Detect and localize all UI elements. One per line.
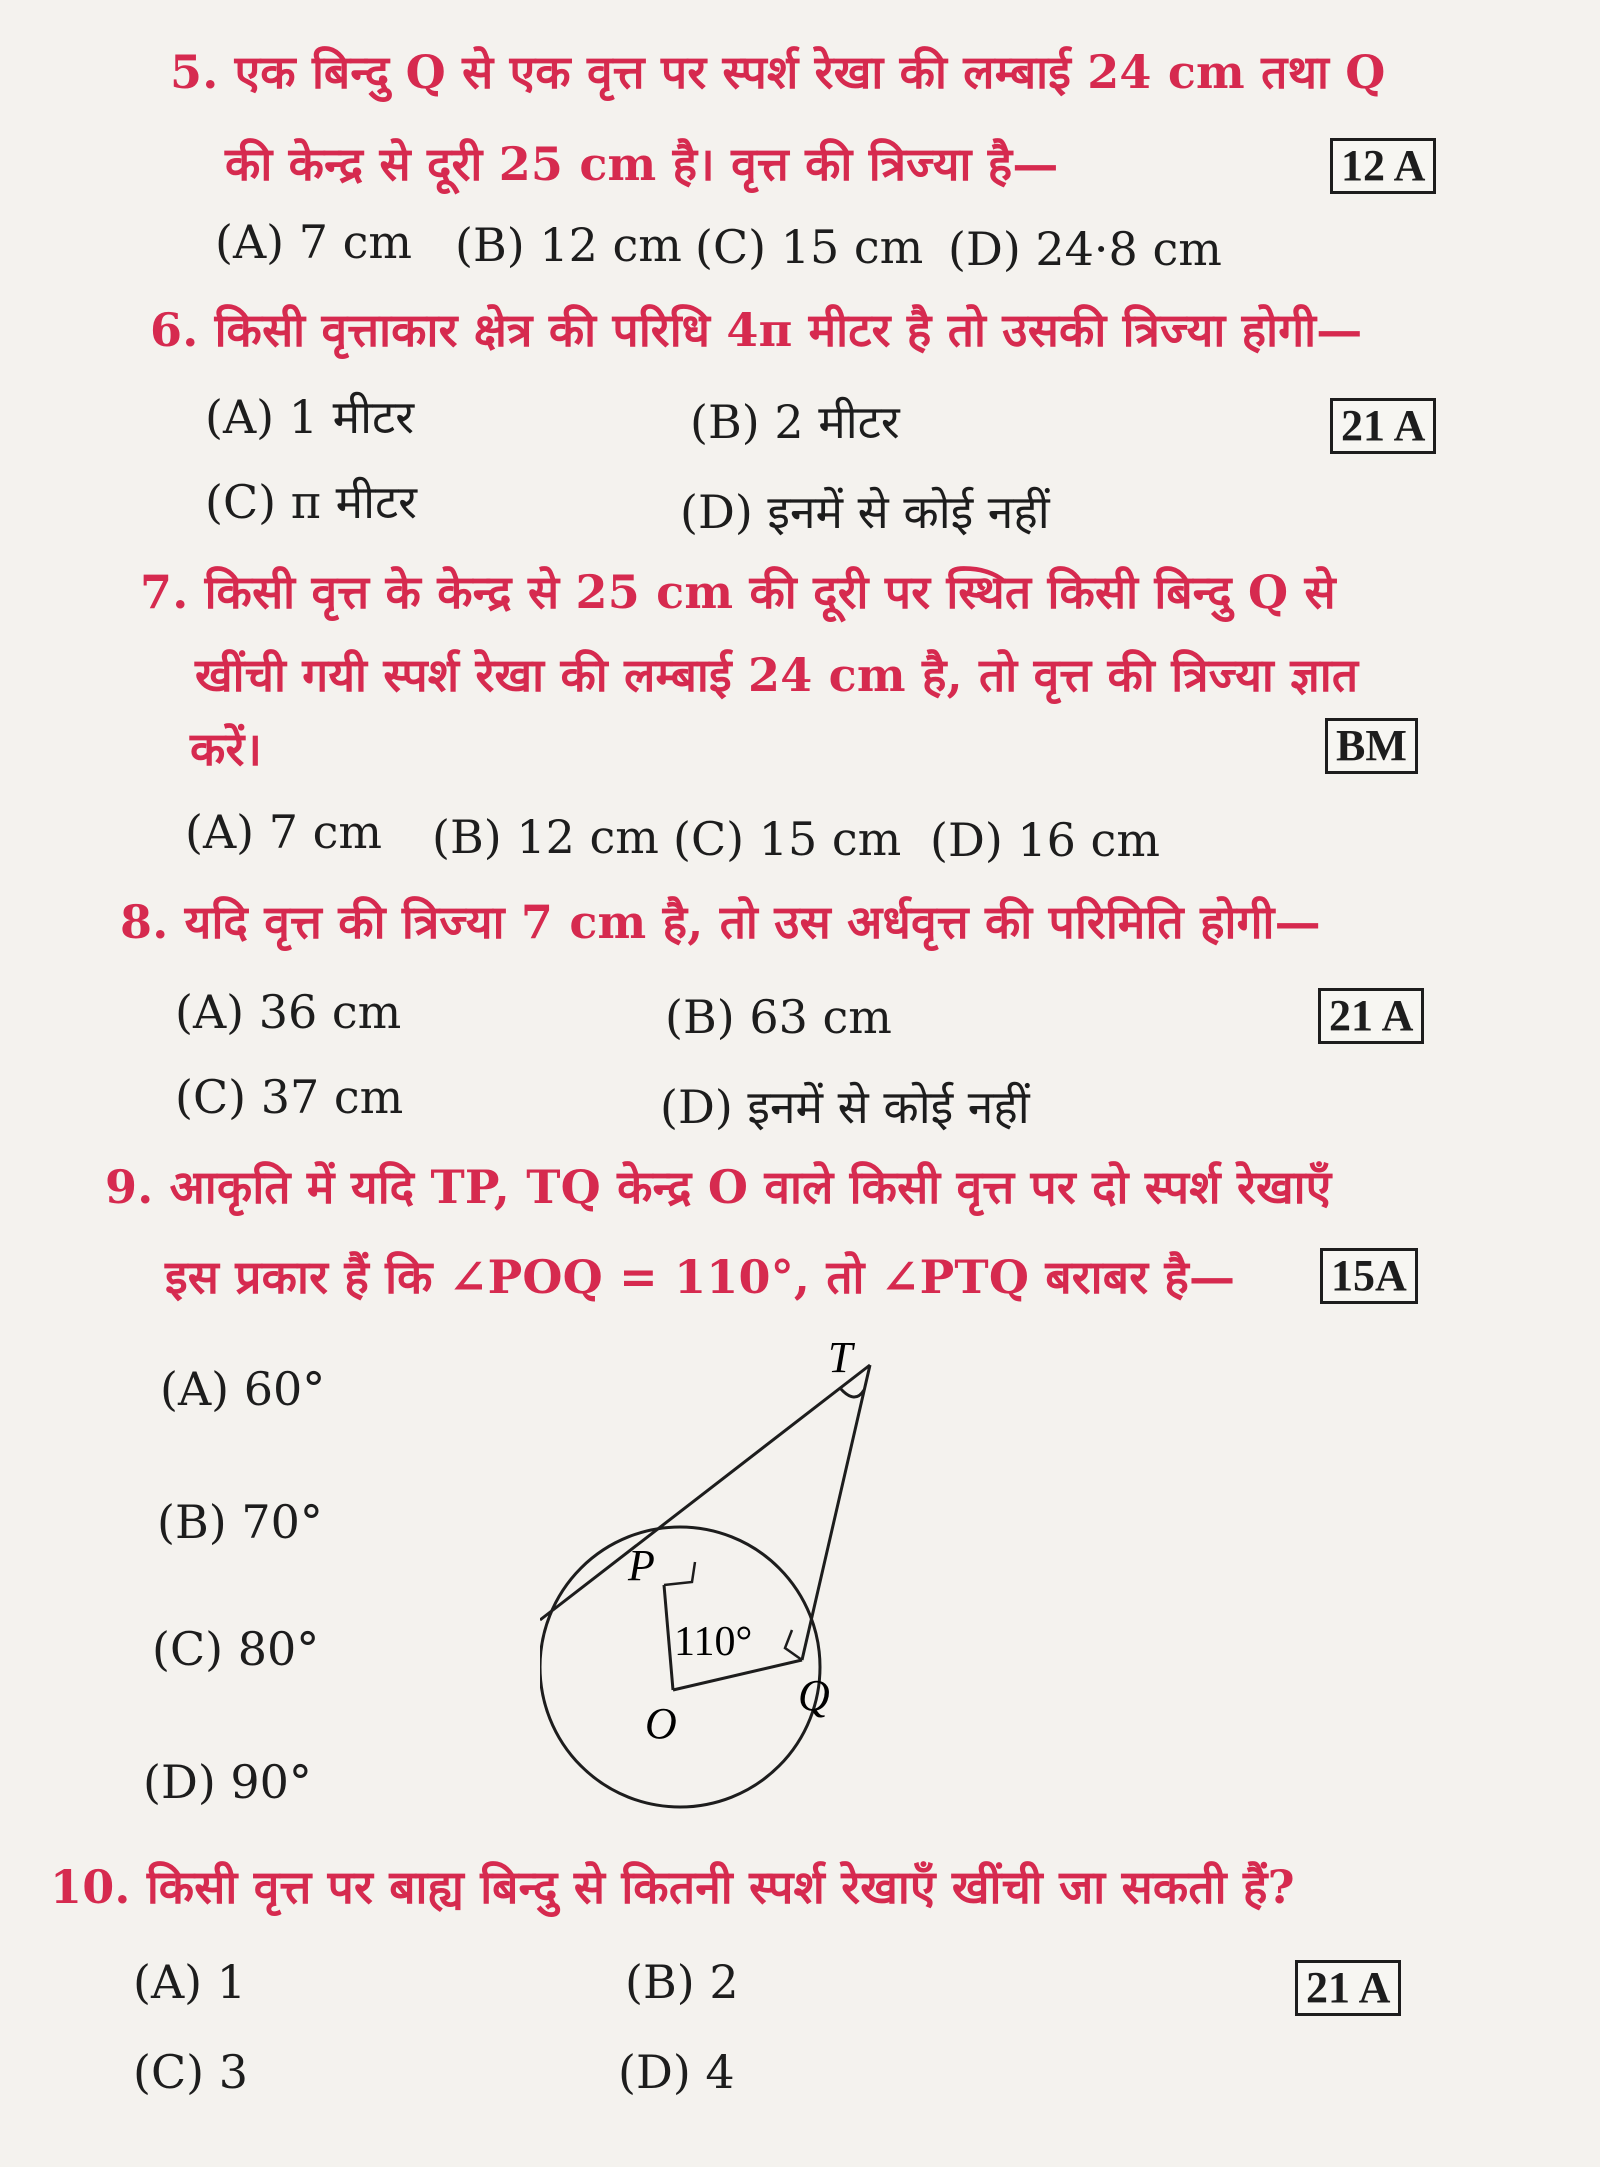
tangent-circle-figure bbox=[540, 1330, 940, 1830]
question-7-code-badge: BM bbox=[1325, 718, 1418, 774]
question-9-option-d: (D) 90° bbox=[143, 1755, 312, 1809]
question-7-option-a: (A) 7 cm bbox=[185, 805, 383, 859]
question-9-code-badge: 15A bbox=[1320, 1248, 1418, 1304]
figure-angle-label: 110° bbox=[674, 1619, 753, 1665]
question-9-option-a: (A) 60° bbox=[160, 1362, 326, 1416]
question-6-line-1: 6. किसी वृत्ताकार क्षेत्र की परिधि 4π मीटर है तो उसकी त्रिज्या होगी— bbox=[150, 303, 1363, 357]
question-9-option-c: (C) 80° bbox=[152, 1622, 320, 1676]
question-6-option-b: (B) 2 मीटर bbox=[690, 395, 900, 449]
question-7-line-1: 7. किसी वृत्त के केन्द्र से 25 cm की दूरी पर स्थित किसी बिन्दु Q से bbox=[140, 565, 1336, 619]
question-8-option-b: (B) 63 cm bbox=[665, 990, 892, 1044]
question-10-option-b: (B) 2 bbox=[625, 1955, 739, 2009]
figure-label-q: Q bbox=[798, 1671, 830, 1720]
question-8-line-1: 8. यदि वृत्त की त्रिज्या 7 cm है, तो उस अर्धवृत्त की परिमिति होगी— bbox=[120, 895, 1321, 949]
question-8-option-d: (D) इनमें से कोई नहीं bbox=[660, 1080, 1030, 1134]
question-10-option-a: (A) 1 bbox=[133, 1955, 247, 2009]
question-10-line-1: 10. किसी वृत्त पर बाह्य बिन्दु से कितनी स्पर्श रेखाएँ खींची जा सकती हैं? bbox=[50, 1860, 1295, 1914]
question-8-option-a: (A) 36 cm bbox=[175, 985, 402, 1039]
question-5-line-1: 5. एक बिन्दु Q से एक वृत्त पर स्पर्श रेखा की लम्बाई 24 cm तथा Q bbox=[170, 45, 1386, 99]
radius-op bbox=[664, 1585, 673, 1690]
right-angle-mark-p bbox=[664, 1562, 695, 1585]
question-6-option-a: (A) 1 मीटर bbox=[205, 390, 415, 444]
question-7-line-2: खींची गयी स्पर्श रेखा की लम्बाई 24 cm है, तो वृत्त की त्रिज्या ज्ञात bbox=[195, 648, 1359, 702]
question-5-code-badge: 12 A bbox=[1330, 138, 1436, 194]
question-5-line-2: की केन्द्र से दूरी 25 cm है। वृत्त की त्रिज्या है— bbox=[225, 137, 1059, 191]
question-5-option-c: (C) 15 cm bbox=[695, 220, 924, 274]
right-angle-mark-q bbox=[785, 1630, 802, 1660]
question-10-option-d: (D) 4 bbox=[618, 2045, 735, 2099]
question-8-code-badge: 21 A bbox=[1318, 988, 1424, 1044]
question-5-option-b: (B) 12 cm bbox=[455, 218, 682, 272]
angle-arc-t bbox=[840, 1388, 864, 1397]
question-6-option-c: (C) π मीटर bbox=[205, 475, 417, 529]
question-10-option-c: (C) 3 bbox=[133, 2045, 248, 2099]
figure-label-p: P bbox=[628, 1541, 655, 1590]
question-9-line-1: 9. आकृति में यदि TP, TQ केन्द्र O वाले किसी वृत्त पर दो स्पर्श रेखाएँ bbox=[105, 1160, 1332, 1214]
question-7-line-3: करें। bbox=[190, 722, 263, 776]
question-8-option-c: (C) 37 cm bbox=[175, 1070, 404, 1124]
question-7-option-c: (C) 15 cm bbox=[673, 812, 902, 866]
question-9-option-b: (B) 70° bbox=[157, 1495, 323, 1549]
figure-label-o: O bbox=[645, 1699, 677, 1748]
question-5-option-d: (D) 24·8 cm bbox=[948, 222, 1222, 276]
question-9-line-2: इस प्रकार हैं कि ∠POQ = 110°, तो ∠PTQ बराबर है— bbox=[165, 1250, 1236, 1304]
question-6-code-badge: 21 A bbox=[1330, 398, 1436, 454]
question-5-option-a: (A) 7 cm bbox=[215, 215, 413, 269]
question-6-option-d: (D) इनमें से कोई नहीं bbox=[680, 485, 1050, 539]
question-10-code-badge: 21 A bbox=[1295, 1960, 1401, 2016]
question-7-option-d: (D) 16 cm bbox=[930, 813, 1160, 867]
question-7-option-b: (B) 12 cm bbox=[432, 810, 659, 864]
figure-label-t: T bbox=[828, 1333, 853, 1382]
